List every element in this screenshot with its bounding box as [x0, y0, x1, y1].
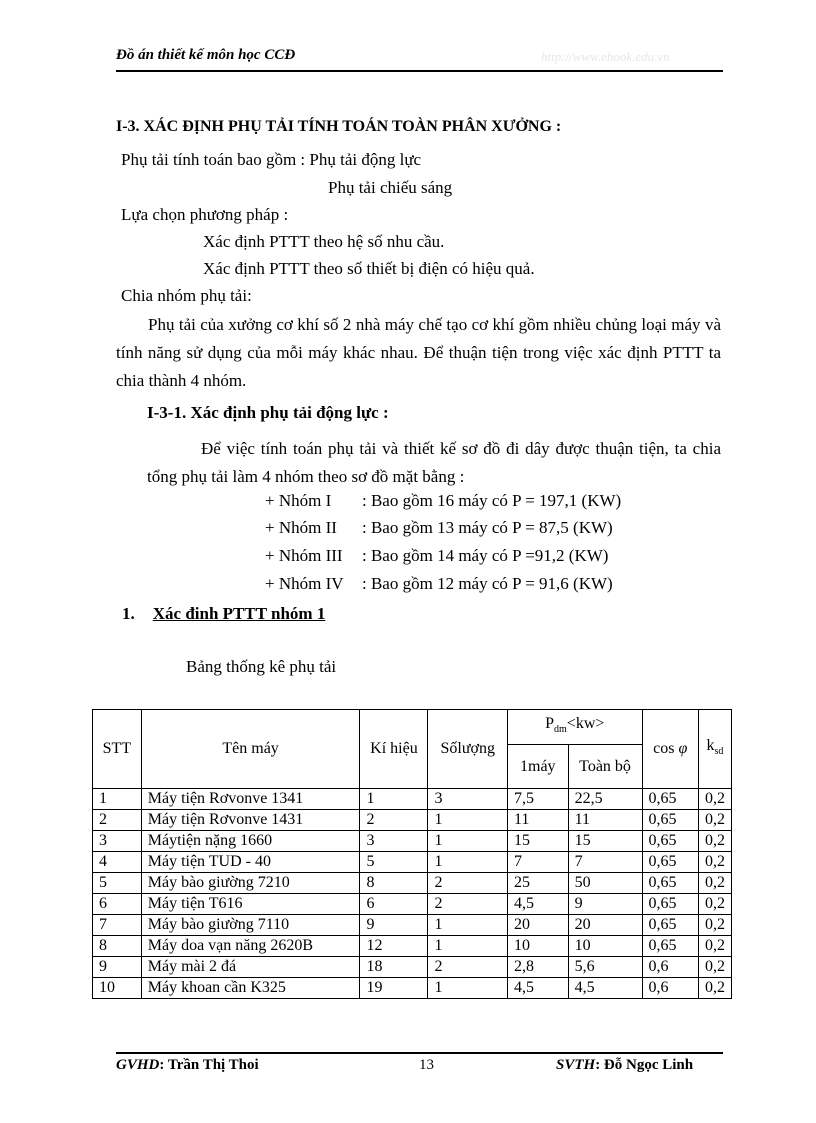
- header-pdm: $P_{dm}<kw>$: [508, 710, 643, 745]
- table-row: 9 Máy mài 2 đá 18 2 2,8 5,6 0,6 0,2: [93, 957, 732, 978]
- group-label: + Nhóm I: [265, 491, 332, 510]
- group-item: [265, 574, 613, 594]
- group-label: + Nhóm IV: [265, 574, 344, 593]
- footer-divider: [116, 1052, 723, 1054]
- table-row: 6 Máy tiện T616 6 2 4,5 9 0,65 0,2: [93, 894, 732, 915]
- table-caption: Bảng thống kê phụ tải: [186, 657, 337, 676]
- table-row: 8 Máy doa vạn năng 2620B 12 1 10 10 0,65 0,2: [93, 936, 732, 957]
- paragraph-1: Phụ tải của xưởng cơ khí số 2 nhà máy chế tạo cơ khí gồm nhiều chủng loại máy và tính năng sử dụng của mỗi máy khác nhau. Để thuận tiện trong việc xác định PTTT ta chia thành 4 nhóm.: [116, 315, 721, 390]
- heading-text: Xác đinh PTTT nhóm 1: [152, 604, 326, 623]
- table-row: 5 Máy bào giường 7210 8 2 25 50 0,65 0,2: [93, 873, 732, 894]
- footer-gvhd: GVHD: Trần Thị Thoi: [116, 1057, 259, 1073]
- header-so-luong: Sốlượng: [428, 710, 508, 789]
- text-line-1: Phụ tải tính toán bao gồm : Phụ tải động lực: [121, 150, 422, 169]
- group-desc: : Bao gồm 16 máy có P = 197,1 (KW): [362, 491, 622, 510]
- header-cos-phi: cos φ: [642, 710, 698, 789]
- load-table: [92, 709, 732, 999]
- group-desc: : Bao gồm 14 máy có P =91,2 (KW): [362, 546, 609, 565]
- header-watermark: http://www.ebook.edu.vn: [541, 49, 670, 64]
- group-label: + Nhóm III: [265, 546, 343, 565]
- subsection-paragraph: Để việc tính toán phụ tải và thiết kế sơ đồ đi dây được thuận tiện, ta chia tổng phụ tải làm 4 nhóm theo sơ đồ mặt bằng :: [147, 439, 721, 486]
- page-number: 13: [419, 1057, 434, 1073]
- footer-svth: SVTH: Đỗ Ngọc Linh: [556, 1057, 694, 1073]
- table-row: 10 Máy khoan cần K325 19 1 4,5 4,5 0,6 0,2: [93, 978, 732, 999]
- text-line-6: Chia nhóm phụ tải:: [121, 286, 252, 305]
- table-row: 2 Máy tiện Rơvonve 1431 2 1 11 11 0,65 0,2: [93, 810, 732, 831]
- header-toan-bo: Toàn bộ: [568, 745, 642, 789]
- header-divider: [116, 70, 723, 72]
- table-row: 7 Máy bào giường 7110 9 1 20 20 0,65 0,2: [93, 915, 732, 936]
- section-title: I-3. XÁC ĐỊNH PHỤ TẢI TÍNH TOÁN TOÀN PHÂN XƯỞNG :: [116, 118, 562, 135]
- header-ki-hieu: Kí hiệu: [360, 710, 428, 789]
- header-ksd: $k_{sd}$: [698, 710, 731, 789]
- group-label: + Nhóm II: [265, 518, 337, 537]
- group-desc: : Bao gồm 12 máy có P = 91,6 (KW): [362, 574, 613, 593]
- table-row: 1 Máy tiện Rơvonve 1341 1 3 7,5 22,5 0,65 0,2: [93, 789, 732, 810]
- header-title: Đồ án thiết kế môn học CCĐ: [116, 47, 296, 63]
- group-desc: : Bao gồm 13 máy có P = 87,5 (KW): [362, 518, 613, 537]
- table-row: 4 Máy tiện TUD - 40 5 1 7 7 0,65 0,2: [93, 852, 732, 873]
- text-line-5: Xác định PTTT theo số thiết bị điện có hiệu quả.: [203, 259, 535, 278]
- table-row: 3 Máytiện nặng 1660 3 1 15 15 0,65 0,2: [93, 831, 732, 852]
- group-item: [265, 546, 608, 566]
- group-item: [265, 518, 613, 538]
- header-1may: 1máy: [508, 745, 569, 789]
- group-item: [265, 491, 621, 511]
- subsection-title: I-3-1. Xác định phụ tải động lực :: [147, 403, 389, 422]
- header-ten-may: Tên máy: [141, 710, 360, 789]
- header-stt: STT: [93, 710, 142, 789]
- text-line-3: Lựa chọn phương pháp :: [121, 205, 289, 224]
- text-line-2: Phụ tải chiếu sáng: [328, 178, 453, 197]
- text-line-4: Xác định PTTT theo hệ số nhu cầu.: [203, 232, 445, 251]
- heading-number: 1.: [122, 604, 135, 623]
- heading-1: [122, 604, 325, 624]
